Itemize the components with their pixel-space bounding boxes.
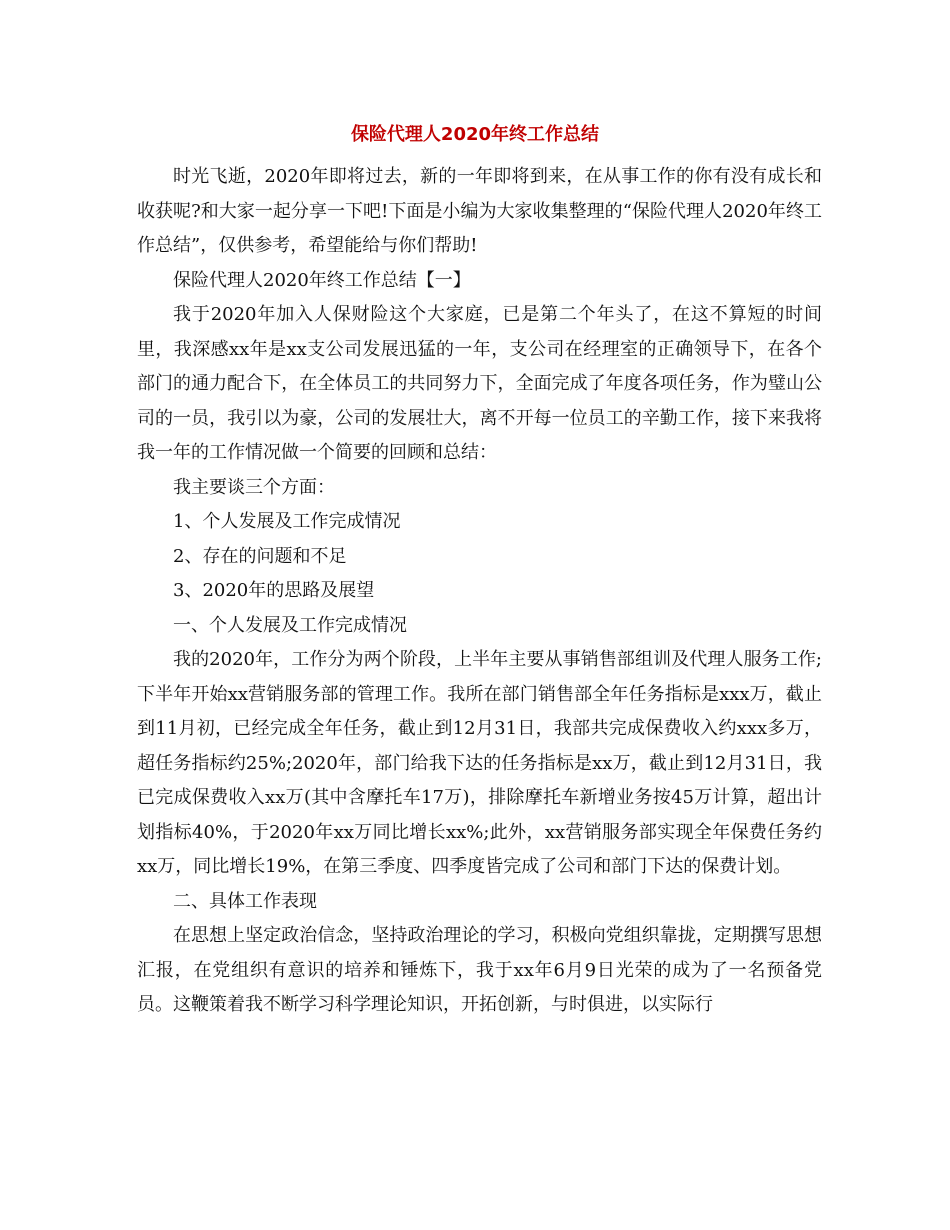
document-body [137,160,822,1023]
paragraph-performance: 我的2020年，工作分为两个阶段，上半年主要从事销售部组训及代理人服务工作;下半年开始xx营销服务部的管理工作。我所在部门销售部全年任务指标是xxx万，截止到11月初，已经完成全年任务，截止到12月31日，我部共完成保费收入约xxx多万，超任务指标约25%;2020年，部门给我下达的任务指标是xx万，截止到12月31日，我已完成保费收入xx万(其中含摩托车17万)，排除摩托车新增业务按45万计算，超出计划指标40%，于2020年xx万同比增长xx%;此外，xx营销服务部实现全年保费任务约xx万，同比增长19%，在第三季度、四季度皆完成了公司和部门下达的保费计划。 [137,649,822,877]
section-heading-one: 一、个人发展及工作完成情况 [173,614,407,636]
list-item-3: 3、2020年的思路及展望 [173,580,375,601]
paragraph-work-detail: 在思想上坚定政治信念，坚持政治理论的学习，积极向党组织靠拢，定期撰写思想汇报，在党组织有意识的培养和锤炼下，我于xx年6月9日光荣的成为了一名预备党员。这鞭策着我不断学习科学理论知识，开拓创新，与时俱进，以实际行 [137,925,822,1015]
section-heading-part-one: 保险代理人2020年终工作总结【一】 [173,269,471,291]
list-item-1: 1、个人发展及工作完成情况 [173,511,401,532]
paragraph-overview: 我于2020年加入人保财险这个大家庭，已是第二个年头了，在这不算短的时间里，我深感xx年是xx支公司发展迅猛的一年，支公司在经理室的正确领导下，在各个部门的通力配合下，在全体员工的共同努力下，全面完成了年度各项任务，作为璧山公司的一员，我引以为豪，公司的发展壮大，离不开每一位员工的辛勤工作，接下来我将我一年的工作情况做一个简要的回顾和总结： [137,304,822,463]
document-title: 保险代理人2020年终工作总结 [350,124,600,145]
paragraph-three-aspects: 我主要谈三个方面： [173,476,335,498]
section-heading-two: 二、具体工作表现 [173,890,317,912]
paragraph-intro: 时光飞逝，2020年即将过去，新的一年即将到来，在从事工作的你有没有成长和收获呢?和大家一起分享一下吧!下面是小编为大家收集整理的“保险代理人2020年终工作总结”，仅供参考，希望能给与你们帮助! [137,166,822,256]
list-item-2: 2、存在的问题和不足 [173,545,347,567]
